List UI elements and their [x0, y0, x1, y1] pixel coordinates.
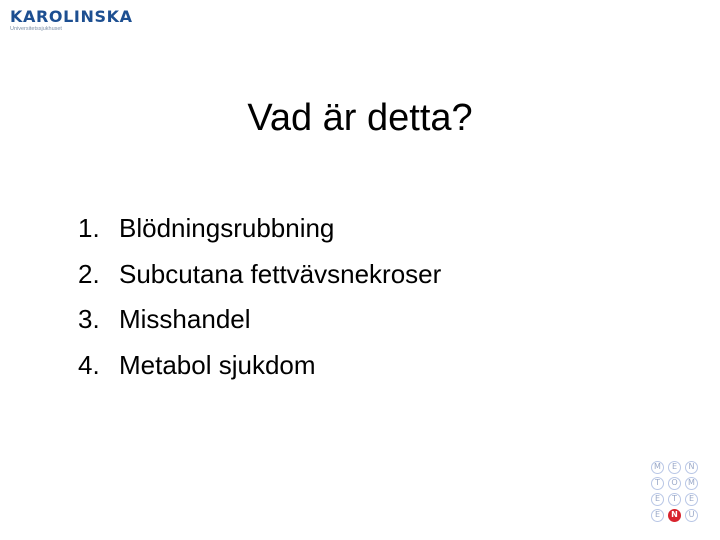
answer-options-list [78, 206, 441, 388]
badge-letter: T [651, 477, 664, 490]
badge-letter: O [668, 477, 681, 490]
badge-letter: E [651, 509, 664, 522]
badge-letter: E [685, 493, 698, 506]
answer-option [78, 206, 441, 252]
badge-letter: M [651, 461, 664, 474]
logo-wordmark: KAROLINSKA [10, 7, 133, 26]
badge-letter: E [668, 461, 681, 474]
answer-option [78, 252, 441, 298]
option-number: 4. [78, 349, 100, 380]
option-text: Misshandel [119, 304, 251, 334]
slide-title: Vad är detta? [247, 97, 473, 140]
option-number: 3. [78, 304, 100, 334]
option-number: 1. [78, 213, 100, 243]
option-text: Blödningsrubbning [119, 213, 335, 243]
answer-option [78, 297, 441, 343]
option-text: Metabol sjukdom [119, 349, 316, 380]
badge-letter-highlight: N [668, 509, 681, 522]
badge-letter: T [668, 493, 681, 506]
badge-letter: E [651, 493, 664, 506]
option-number: 2. [78, 258, 100, 289]
answer-option [78, 343, 441, 389]
mentometer-badge [651, 461, 699, 521]
logo-tagline: Universitetssjukhuset [10, 26, 62, 32]
option-text: Subcutana fettvävsnekroser [119, 258, 442, 289]
badge-letter: N [685, 461, 698, 474]
karolinska-logo [10, 8, 133, 33]
badge-letter: U [685, 509, 698, 522]
badge-letter: M [685, 477, 698, 490]
